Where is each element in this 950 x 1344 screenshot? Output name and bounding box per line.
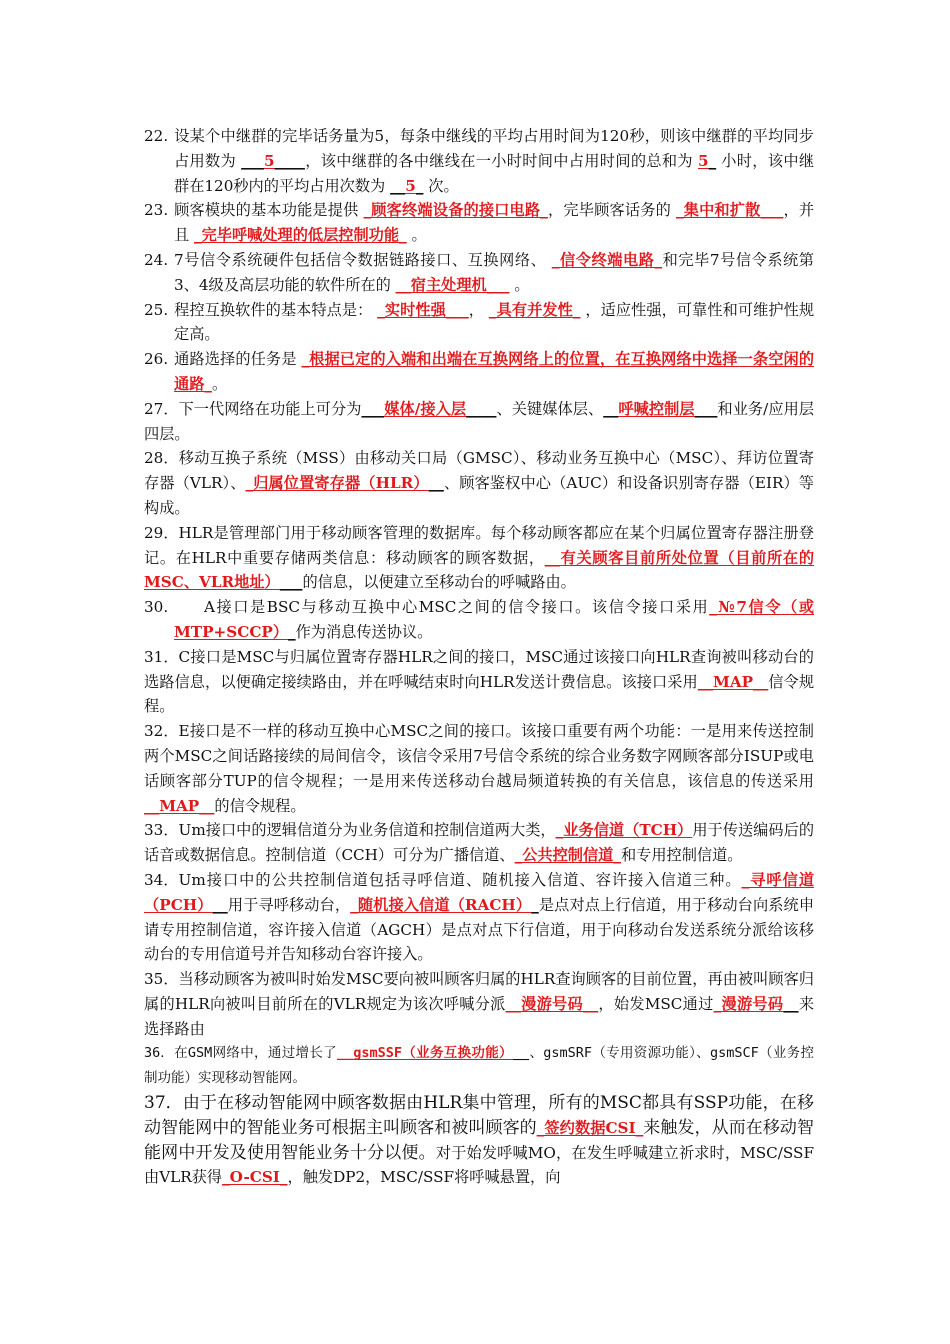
question-text: Um接口中的逻辑信道分为业务信道和控制信道两大类， — [178, 821, 556, 840]
answer: _寻呼信道（PCH） — [144, 870, 815, 914]
question-text: 对于始发呼喊MO，在发生呼喊建立祈求时，MSC/SSF由VLR获得 — [144, 1143, 814, 1187]
question-22 — [144, 124, 814, 198]
question-number: 31． — [144, 647, 179, 666]
question-number: 35． — [144, 970, 179, 989]
answer: __漫游号码__ — [505, 994, 599, 1013]
blank-underline: __ — [390, 176, 406, 195]
question-text: ，并且 — [174, 201, 815, 245]
question-text: 来触发，从而在移动智能网中开发及使用智能业务十分以便。 — [144, 1117, 814, 1163]
answer: __MAP__ — [144, 796, 215, 815]
blank-underline: __ — [512, 1045, 530, 1062]
question-number: 36． — [144, 1045, 174, 1062]
question-number: 33． — [144, 821, 179, 840]
answer: __宿主处理机___ — [395, 275, 510, 294]
question-text: 和完毕7号信令系统第3、4级及高层功能的软件所在的 — [174, 250, 814, 294]
question-text: 程控互换软件的基本特点是： — [174, 300, 378, 319]
question-24 — [144, 248, 814, 298]
answer: 5 — [263, 151, 275, 170]
answer: _顾客终端设备的接口电路_ — [363, 201, 548, 220]
question-text: 和业务/应用层四层。 — [144, 399, 815, 443]
question-text: 是点对点上行信道，用于移动台向系统申请专用控制信道，容许接入信道（AGCH）是点对点下行信道，用于向移动台发送系统分派给该移动台的专用信道号并告知移动台容许接入。 — [144, 895, 815, 964]
question-text: 用于寻呼移动台， — [227, 895, 351, 914]
question-text: 下一代网络在功能上可分为 — [178, 399, 362, 418]
blank-underline: __ — [428, 474, 444, 493]
question-text: E接口是不一样的移动互换中心MSC之间的接口。该接口重要有两个功能：一是用来传送控制两个MSC之间话路接续的局间信令，该信令采用7号信令系统的综合业务数字网顾客部分ISUP或电话顾客部分TUP的信令规程；一是用来传送移动台越局频道转换的有关信息，该信息的传送采用 — [144, 722, 814, 790]
answer: _随机接入信道（RACH） — [350, 895, 532, 914]
question-text: 、gsmSRF（专用资源功能）、gsmSCF（业务控制功能）实现移动智能网。 — [144, 1045, 814, 1087]
blank-underline: _ — [708, 151, 717, 170]
blank-underline: ___ — [279, 573, 303, 592]
answer: __有关顾客目前所处位置（目前所在的MSC、VLR地址） — [144, 548, 814, 592]
question-text: 设某个中继群的完毕话务量为5，每条中继线的平均占用时间为120秒，则该中继群的平均同步占用数为 — [174, 127, 814, 170]
question-27 — [144, 397, 814, 447]
question-text: 、关键媒体层、 — [496, 399, 604, 418]
question-text: 7号信令系统硬件包括信令数据链路接口、互换网络、 — [174, 250, 552, 269]
question-number: 37． — [144, 1093, 183, 1114]
question-number: 32． — [144, 722, 179, 741]
answer: _№7信令（或MTP+SCCP） — [174, 598, 815, 641]
question-text: 通路选择的任务是 — [174, 350, 302, 369]
question-text: 用于传送编码后的话音或数据信息。控制信道（CCH）可分为广播信道、 — [144, 821, 815, 865]
blank-underline: _ — [531, 895, 539, 914]
question-text: 在GSM网络中，通过增长了 — [173, 1045, 337, 1062]
question-text: HLR是管理部门用于移动顾客管理的数据库。每个移动顾客都应在某个归属位置寄存器注册登记。在HLR中重要存储两类信息：移动顾客的顾客数据， — [144, 523, 814, 567]
question-text: 信令规程。 — [144, 672, 815, 716]
question-text: ，始发MSC通过 — [598, 994, 714, 1013]
answer: _具有并发性_ — [488, 300, 581, 319]
question-number: 34． — [144, 870, 179, 889]
question-number: 28． — [144, 449, 179, 468]
question-29 — [144, 521, 814, 595]
answer: _业务信道（TCH） — [555, 821, 693, 840]
question-text: 作为消息传送协议。 — [295, 622, 433, 641]
answer: 媒体/接入层 — [384, 399, 467, 418]
answer: _集中和扩散___ — [675, 201, 784, 220]
question-text: 当移动顾客为被叫时始发MSC要向被叫顾客归属的HLR查询顾客的目前位置，再由被叫顾客归属的HLR向被叫目前所在的VLR规定为该次呼喊分派 — [144, 970, 814, 1013]
answer: _完毕呼喊处理的低层控制功能_ — [194, 226, 407, 245]
answer: __MAP__ — [697, 672, 769, 691]
question-32 — [144, 719, 814, 818]
question-23 — [144, 198, 814, 248]
blank-underline: ____ — [274, 151, 305, 170]
question-text: A接口是BSC与移动互换中心MSC之间的信令接口。该信令接口采用 — [204, 598, 710, 617]
question-text: 。 — [211, 374, 228, 393]
question-text: Um接口中的公共控制信道包括寻呼信道、随机接入信道、容许接入信道三种。 — [178, 870, 742, 889]
question-number: 30. — [144, 598, 169, 617]
question-number: 29． — [144, 523, 179, 542]
question-text: C接口是MSC与归属位置寄存器HLR之间的接口，MSC通过该接口向HLR查询被叫移动台的选路信息，以便确定接续路由，并在呼喊结束时向HLR发送计费信息。该接口采用 — [144, 647, 814, 691]
question-text: 。 — [406, 226, 427, 245]
blank-underline: ___ — [361, 399, 385, 418]
question-31 — [144, 645, 814, 719]
answer: _签约数据CSI_ — [536, 1118, 644, 1137]
question-text: 的信息，以便建立至移动台的呼喊路由。 — [302, 573, 576, 592]
question-text: 来选择路由 — [144, 994, 815, 1038]
answer: _根据已定的入端和出端在互换网络上的位置，在互换网络中选择一条空闲的通路_ — [174, 350, 815, 393]
blank-underline: ____ — [466, 399, 497, 418]
answer: _公共控制信道_ — [514, 846, 621, 865]
question-number: 27． — [144, 399, 179, 418]
question-number: 24. — [144, 250, 169, 269]
question-number: 22. — [144, 127, 169, 145]
question-34 — [144, 868, 814, 967]
document-page — [144, 124, 814, 1190]
question-text: 由于在移动智能网中顾客数据由HLR集中管理，所有的MSC都具有SSP功能，在移动智能网中的智能业务可根据主叫顾客和被叫顾客的 — [144, 1093, 814, 1138]
question-text: 次。 — [423, 176, 459, 195]
answer: 呼喊控制层 — [618, 399, 695, 418]
question-text: ，触发DP2，MSC/SSF将呼喊悬置，向 — [287, 1168, 561, 1187]
answer: __gsmSSF（业务互换功能） — [336, 1045, 513, 1062]
question-33 — [144, 818, 814, 868]
blank-underline: _ — [415, 176, 424, 195]
answer: 5 — [697, 151, 709, 170]
question-text: 的信令规程。 — [214, 796, 306, 815]
question-text: ， — [468, 300, 489, 319]
answer: _实时性强___ — [377, 300, 469, 319]
answer: _漫游号码 — [713, 994, 784, 1013]
answer: _O-CSI_ — [222, 1168, 288, 1187]
question-36 — [144, 1041, 814, 1091]
question-28 — [144, 446, 814, 520]
blank-underline: __ — [212, 895, 228, 914]
blank-underline: __ — [783, 994, 799, 1013]
question-text: 、顾客鉴权中心（AUC）和设备识别寄存器（EIR）等构成。 — [144, 474, 814, 517]
question-text: 小时，该中继群在120秒内的平均占用次数为 — [174, 151, 815, 195]
question-text: 。 — [509, 275, 530, 294]
blank-underline: ___ — [241, 151, 264, 170]
question-25 — [144, 298, 814, 348]
question-30 — [144, 595, 814, 645]
blank-underline: ___ — [694, 399, 718, 418]
question-text: 和专用控制信道。 — [620, 846, 743, 865]
question-35 — [144, 967, 814, 1041]
question-number: 23. — [144, 201, 169, 220]
blank-underline: __ — [603, 399, 619, 418]
answer: _归属位置寄存器（HLR） — [245, 474, 429, 493]
question-number: 26. — [144, 350, 169, 369]
blank-underline: _ — [288, 622, 296, 641]
question-text: ，适应性强，可靠性和可维护性规定高。 — [174, 300, 815, 344]
question-text: ，完毕顾客话务的 — [547, 201, 676, 220]
question-text: 顾客模块的基本功能是提供 — [174, 201, 364, 220]
question-text: 移动互换子系统（MSS）由移动关口局（GMSC）、移动业务互换中心（MSC）、拜访位置寄存器（VLR）、 — [144, 449, 814, 493]
question-26 — [144, 347, 814, 397]
question-37 — [144, 1091, 814, 1190]
question-text: ，该中继群的各中继线在一小时时间中占用时间的总和为 — [304, 151, 698, 170]
answer: 5 — [405, 176, 416, 195]
question-number: 25. — [144, 300, 169, 319]
answer: _信令终端电路_ — [551, 250, 663, 269]
